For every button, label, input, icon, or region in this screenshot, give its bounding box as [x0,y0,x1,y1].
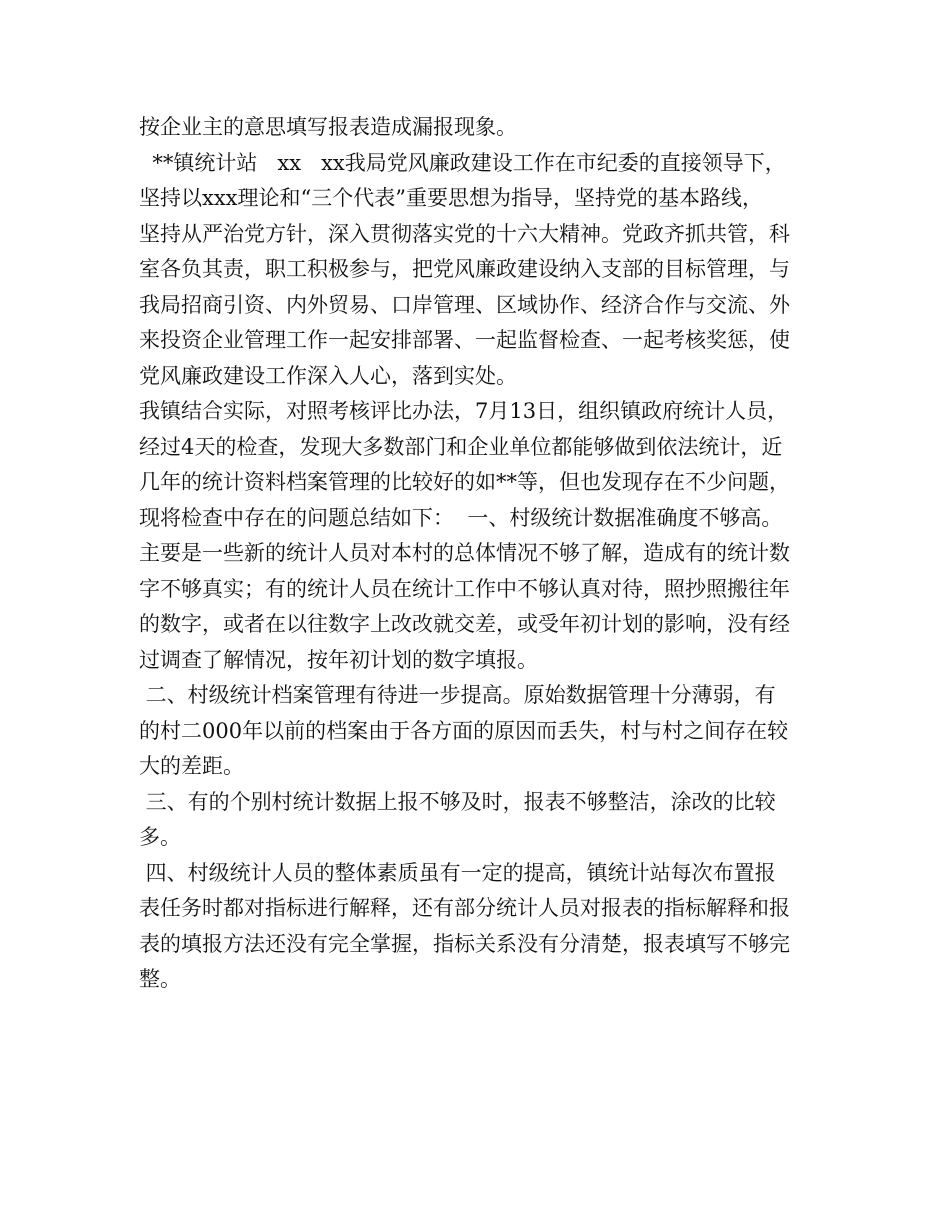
text-line: 二、村级统计档案管理有待进一步提高。原始数据管理十分薄弱，有 [139,683,776,707]
text-line: 主要是一些新的统计人员对本村的总体情况不够了解，造成有的统计数 [139,541,790,565]
text-line: 的村二000年以前的档案由于各方面的原因而丢失，村与村之间存在较 [139,718,789,743]
text-line: 坚持从严治党方针，深入贯彻落实党的十六大精神。党政齐抓共管，科 [139,221,790,246]
text-line: 党风廉政建设工作深入人心，落到实处。 [139,363,517,388]
text-line: 几年的统计资料档案管理的比较好的如**等，但也发现存在不少问题， [139,470,790,494]
text-line: 现将检查中存在的问题总结如下： 一、村级统计数据准确度不够高。 [139,505,783,530]
text-line: 坚持以xxx理论和“三个代表”重要思想为指导，坚持党的基本路线， [139,186,763,210]
text-line: 三、有的个别村统计数据上报不够及时，报表不够整洁，涂改的比较 [139,789,776,814]
text-line: 多。 [139,825,181,849]
text-line: 来投资企业管理工作一起安排部署、一起监督检查、一起考核奖惩，使 [139,328,790,352]
text-line: 我镇结合实际，对照考核评比办法，7月13日，组织镇政府统计人员， [139,399,789,423]
text-line: 按企业主的意思填写报表造成漏报现象。 [139,115,517,139]
document-body [139,110,829,998]
text-line: 过调查了解情况，按年初计划的数字填报。 [139,647,538,672]
text-line: **镇统计站 xx xx我局党风廉政建设工作在市纪委的直接领导下， [139,150,786,175]
text-line: 四、村级统计人员的整体素质虽有一定的提高，镇统计站每次布置报 [139,860,776,885]
text-line: 的数字，或者在以往数字上改改就交差，或受年初计划的影响，没有经 [139,612,790,636]
text-line: 经过4天的检查，发现大多数部门和企业单位都能够做到依法统计，近 [139,434,783,459]
text-line: 大的差距。 [139,754,244,778]
text-line: 室各负其责，职工积极参与，把党风廉政建设纳入支部的目标管理，与 [139,257,790,281]
text-line: 表的填报方法还没有完全掌握，指标关系没有分清楚，报表填写不够完 [139,931,790,956]
text-line: 字不够真实；有的统计人员在统计工作中不够认真对待，照抄照搬往年 [139,576,790,601]
text-line: 整。 [139,967,181,991]
text-line: 表任务时都对指标进行解释，还有部分统计人员对报表的指标解释和报 [139,896,790,920]
text-line: 我局招商引资、内外贸易、口岸管理、区域协作、经济合作与交流、外 [139,292,790,317]
